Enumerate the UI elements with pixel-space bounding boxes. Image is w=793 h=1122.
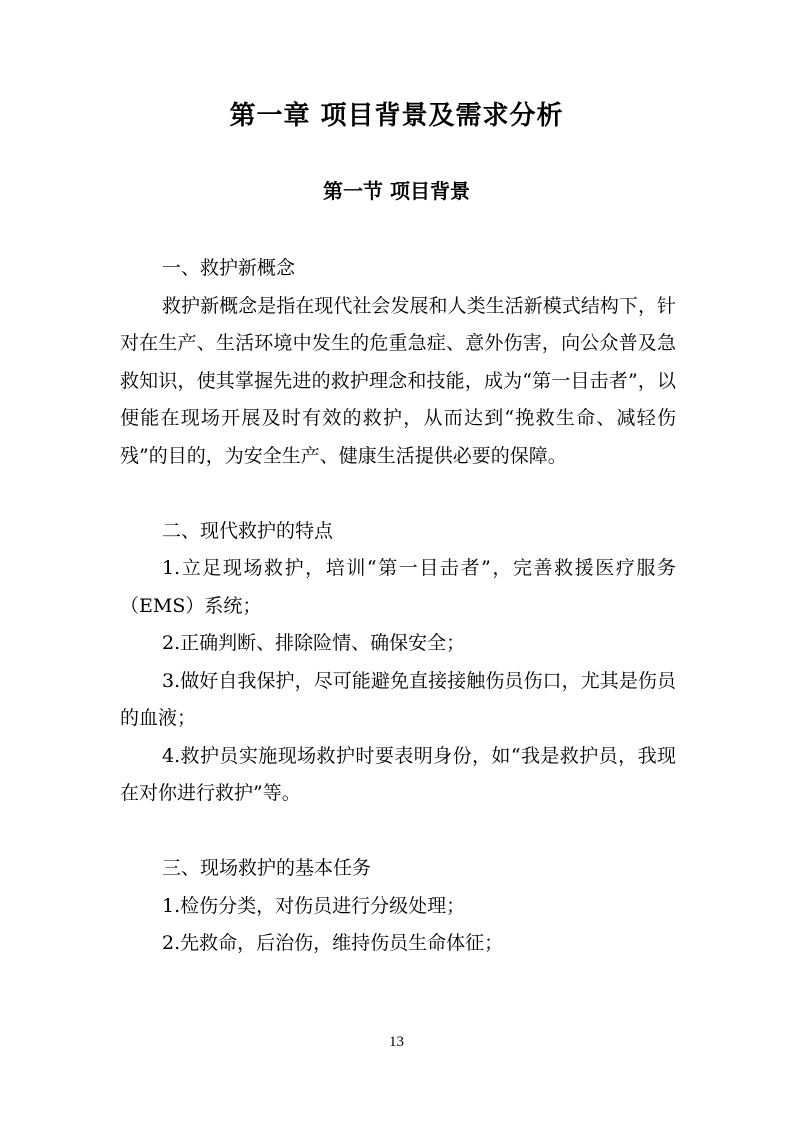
block3-heading: 三、现场救护的基本任务 bbox=[162, 857, 372, 879]
block1-heading: 一、救护新概念 bbox=[162, 257, 296, 279]
page-number: 13 bbox=[389, 1034, 404, 1050]
block2-item-3: 3.做好自我保护，尽可能避免直接接触伤员伤口，尤其是伤员的血液； bbox=[120, 669, 676, 729]
chapter-title: 第一章 项目背景及需求分析 bbox=[229, 101, 564, 131]
section-title: 第一节 项目背景 bbox=[323, 179, 470, 203]
spacer bbox=[120, 475, 676, 513]
body-text bbox=[120, 250, 676, 963]
block3-item-2: 2.先救命，后治伤，维持伤员生命体征； bbox=[162, 932, 504, 954]
block1-paragraph: 救护新概念是指在现代社会发展和人类生活新模式结构下，针对在生产、生活环境中发生的危重急症、意外伤害，向公众普及急救知识，使其掌握先进的救护理念和技能，成为“第一目击者”，以便能在现场开展及时有效的救护，从而达到“挽救生命、减轻伤残”的目的，为安全生产、健康生活提供必要的保障。 bbox=[120, 294, 676, 467]
spacer bbox=[120, 813, 676, 851]
block2-item-2: 2.正确判断、排除险情、确保安全； bbox=[162, 632, 466, 654]
block3-item-1: 1.检伤分类，对伤员进行分级处理； bbox=[162, 894, 466, 917]
block2-item-4: 4.救护员实施现场救护时要表明身份，如“我是救护员，我现在对你进行救护”等。 bbox=[120, 744, 676, 804]
block2-item-1: 1.立足现场救护，培训“第一目击者”，完善救援医疗服务（EMS）系统； bbox=[120, 557, 676, 617]
block2-heading: 二、现代救护的特点 bbox=[162, 519, 334, 542]
